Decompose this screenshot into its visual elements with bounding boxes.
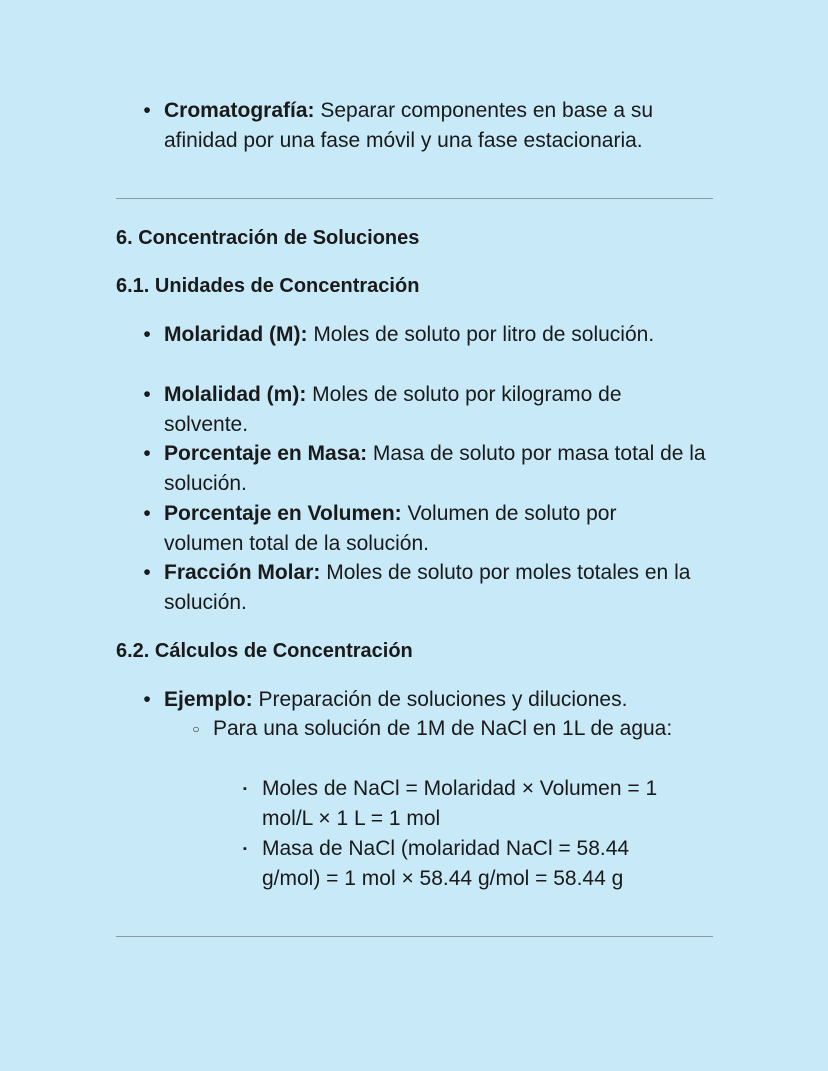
item-term: Ejemplo:: [164, 688, 253, 711]
bullet: •: [143, 383, 151, 406]
sub-list-item: [192, 714, 683, 744]
item-text: Moles de soluto por kilogramo de solvente.: [164, 383, 622, 436]
bullet-hollow: ○: [192, 722, 200, 736]
item-term: Porcentaje en Masa:: [164, 442, 368, 465]
bullet: •: [143, 99, 151, 122]
subsection-heading-calcs: 6.2. Cálculos de Concentración: [116, 640, 413, 662]
list-item-cromatografia: [143, 96, 724, 156]
item-term: Porcentaje en Volumen:: [164, 502, 402, 525]
list-item: [143, 380, 684, 440]
item-text: Masa de soluto por masa total de la solución.: [164, 442, 706, 495]
bullet: •: [143, 502, 151, 525]
list-item: [143, 439, 724, 499]
bullet-square: ▪: [243, 843, 247, 855]
item-term: Molalidad (m):: [164, 383, 307, 406]
bullet: •: [143, 561, 151, 584]
bullet: •: [143, 442, 151, 465]
item-term: Molaridad (M):: [164, 323, 308, 346]
item-text: Para una solución de 1M de NaCl en 1L de agua:: [213, 717, 673, 740]
sub-sub-list-item: [243, 774, 712, 834]
divider: [116, 198, 713, 199]
item-text: Moles de soluto por litro de solución.: [307, 323, 655, 346]
item-text: Masa de NaCl (molaridad NaCl = 58.44 g/mol) = 1 mol × 58.44 g/mol = 58.44 g: [262, 837, 630, 890]
list-item-example: [143, 685, 724, 715]
bullet: •: [143, 688, 151, 711]
list-item: [143, 320, 684, 350]
item-term: Fracción Molar:: [164, 561, 321, 584]
list-item: [143, 499, 694, 559]
bullet: •: [143, 323, 151, 346]
item-term: Cromatografía:: [164, 99, 315, 122]
item-text: Preparación de soluciones y diluciones.: [252, 688, 628, 711]
divider: [116, 936, 713, 937]
section-title: 6. Concentración de Soluciones: [116, 227, 420, 249]
subsection-heading-units: 6.1. Unidades de Concentración: [116, 275, 420, 297]
bullet-square: ▪: [243, 783, 247, 795]
list-item: [143, 558, 714, 618]
item-text: Volumen de soluto por volumen total de la solución.: [164, 502, 617, 555]
item-text: Separar componentes en base a su afinidad por una fase móvil y una fase estacionaria.: [164, 99, 654, 152]
sub-sub-list-item: [243, 834, 692, 894]
item-text: Moles de soluto por moles totales en la solución.: [164, 561, 691, 614]
item-text: Moles de NaCl = Molaridad × Volumen = 1 mol/L × 1 L = 1 mol: [262, 777, 658, 830]
